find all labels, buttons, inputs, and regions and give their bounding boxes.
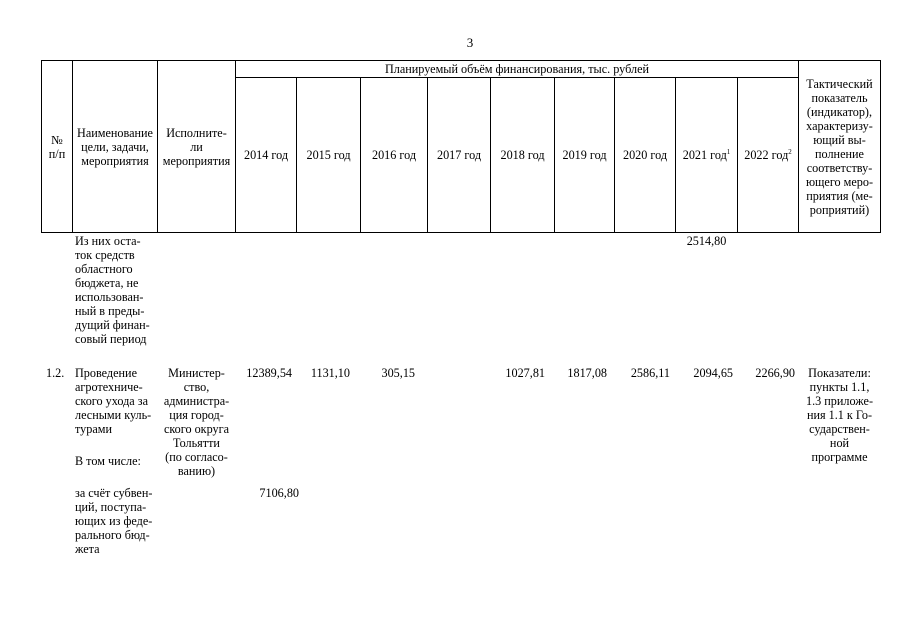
item-value-2021: 2094,65	[693, 366, 733, 380]
header-year-2017: 2017 год	[436, 148, 482, 162]
remainder-value-2021: 2514,80	[686, 234, 727, 248]
header-year-2015: 2015 год	[306, 148, 351, 162]
header-year-2016: 2016 год	[371, 148, 417, 162]
remainder-name: Из них оста- ток средств областного бюджета, не использован- ный в преды- дущий финан- совый период	[75, 234, 150, 346]
item-executor: Министер- ство, администра- ция город- ского округа Тольятти (по согласо- ванию)	[163, 366, 230, 478]
header-funding-title: Планируемый объём финансирования, тыс. рублей	[384, 62, 650, 76]
item-value-2015: 1131,10	[310, 366, 350, 380]
header-year-2022: 2022 год$^2$	[744, 147, 792, 162]
federal-value-2014: 7106,80	[259, 486, 299, 500]
item-name: Проведение агротехниче- ского ухода за лесными куль- турами	[75, 366, 152, 436]
item-value-2019: 1817,08	[567, 366, 607, 380]
header-indicator: Тактический показатель (индикатор), характеризу- ющий вы- полнение соответству- ющего меро- приятия (ме- роприятий)	[805, 76, 874, 217]
page-number: 3	[466, 35, 474, 50]
federal-name: за счёт субвен- ций, поступа- ющих из феде- рального бюд- жета	[75, 486, 153, 556]
item-value-2014: 12389,54	[246, 366, 292, 380]
item-value-2016: 305,15	[381, 366, 415, 380]
item-value-2018: 1027,81	[505, 366, 545, 380]
item-including-label: В том числе:	[75, 454, 141, 468]
item-number: 1.2.	[46, 366, 65, 380]
header-year-2021: 2021 год$^1$	[682, 147, 731, 162]
header-year-2020: 2020 год	[622, 148, 668, 162]
item-value-2022: 2266,90	[755, 366, 795, 380]
header-executor: Исполните- ли мероприятия	[162, 125, 231, 168]
header-year-2014: 2014 год	[243, 148, 289, 162]
item-value-2020: 2586,11	[630, 366, 670, 380]
header-name: Наименование цели, задачи, мероприятия	[77, 125, 153, 168]
header-year-2019: 2019 год	[562, 148, 607, 162]
header-year-2018: 2018 год	[500, 148, 545, 162]
item-indicator: Показатели: пункты 1.1, 1.3 приложе- ния 1.1 к Го- сударствен- ной программе	[805, 366, 874, 464]
header-number: № п/п	[48, 132, 66, 161]
